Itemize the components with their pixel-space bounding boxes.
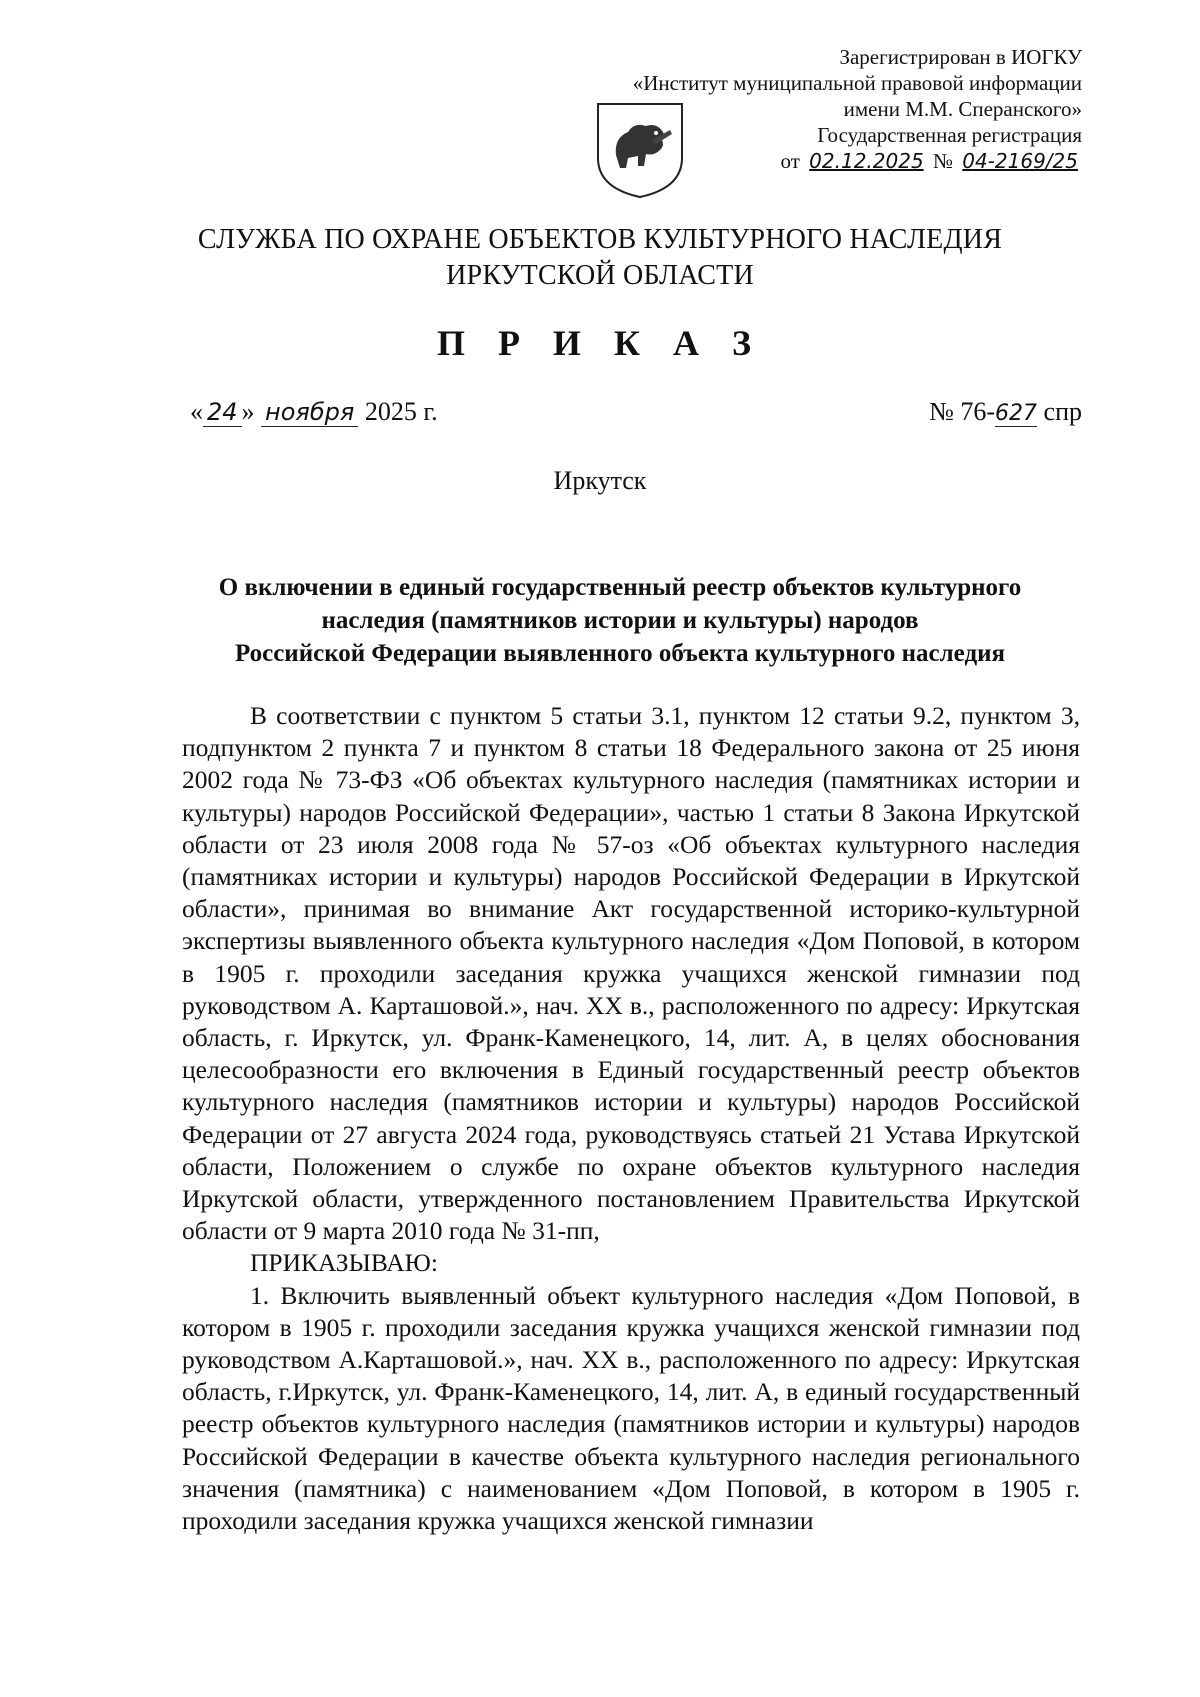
order-number-value: 627 <box>995 401 1038 426</box>
organization-line-1: СЛУЖБА ПО ОХРАНЕ ОБЪЕКТОВ КУЛЬТУРНОГО НАСЛЕДИЯ <box>197 224 1003 255</box>
registration-number-label: № <box>932 149 953 173</box>
organization-line-2: ИРКУТСКОЙ ОБЛАСТИ <box>446 260 754 291</box>
registration-line-3: имени М.М. Сперанского» <box>843 97 1082 121</box>
organization-name <box>0 222 1200 294</box>
heading-line-3: Российской Федерации выявленного объекта культурного наследия <box>234 640 1006 667</box>
date-day: 24 <box>203 398 242 427</box>
date-month: ноября <box>261 398 358 427</box>
heading-line-1: О включении в единый государственный реестр объектов культурного <box>218 574 1022 601</box>
order-number-prefix: № 76- <box>929 397 996 426</box>
order-number-suffix: спр <box>1043 397 1082 426</box>
preamble-paragraph: В соответствии с пунктом 5 статьи 3.1, пунктом 12 статьи 9.2, пунктом 3, подпунктом 2 пункта 7 и пунктом 8 статьи 18 Федерального закона от 25 июня 2002 года № 73-ФЗ «Об объектах культурного наследия (памятниках истории и культуры) народов Российской Федерации», частью 1 статьи 8 Закона Иркутской области от 23 июля 2008 года № 57-оз «Об объектах культурного наследия (памятниках истории и культуры) народов Российской Федерации в Иркутской области», принимая во внимание Акт государственной историко-культурной экспертизы выявленного объекта культурного наследия «Дом Поповой, в котором в 1905 г. проходили заседания кружка учащихся женской гимназии под руководством А. Карташовой.», нач. XX в., расположенного по адресу: Иркутская область, г. Иркутск, ул. Франк-Каменецкого, 14, лит. А, в целях обоснования целесообразности его включения в Единый государственный реестр объектов культурного наследия (памятников истории и культуры) народов Российской Федерации от 27 августа 2024 года, руководствуясь статьей 21 Устава Иркутской области, Положением о службе по охране объектов культурного наследия Иркутской области, утвержденного постановлением Правительства Иркутской области от 9 марта 2010 года № 31-пп, <box>182 701 1080 1246</box>
order-date <box>190 397 438 427</box>
date-close-quote: » <box>241 397 255 426</box>
order-item-1: 1. Включить выявленный объект культурного наследия «Дом Поповой, в котором в 1905 г. проходили заседания кружка учащихся женской гимназии под руководством А.Карташовой.», нач. XX в., расположенного по адресу: Иркутская область, г.Иркутск, ул. Франк-Каменецкого, 14, лит. А, в единый государственный реестр объектов культурного наследия (памятников истории и культуры) народов Российской Федерации в качестве объекта культурного наследия регионального значения (памятника) с наименованием «Дом Поповой, в котором в 1905 г. проходили заседания кружка учащихся женской гимназии <box>182 1280 1080 1536</box>
registration-line-1: Зарегистрирован в ИОГКУ <box>839 45 1082 69</box>
registration-line-2: «Институт муниципальной правовой информации <box>632 71 1082 95</box>
order-keyword: ПРИКАЗЫВАЮ: <box>250 1248 438 1278</box>
document-title: П Р И К А З <box>436 323 764 363</box>
date-year: 2025 г. <box>364 397 438 426</box>
city: Иркутск <box>553 466 647 495</box>
order-heading <box>160 571 1080 670</box>
order-number <box>929 397 1082 427</box>
registration-from-label: от <box>780 149 800 173</box>
heading-line-2: наследия (памятников истории и культуры) народов <box>321 607 919 634</box>
registration-number: 04-2169/25 <box>962 149 1078 173</box>
registration-line-4: Государственная регистрация <box>817 123 1082 147</box>
date-open-quote: « <box>190 397 203 426</box>
registration-date: 02.12.2025 <box>809 149 924 173</box>
irkutsk-coat-of-arms-icon <box>594 100 686 200</box>
order-body <box>182 700 1080 1537</box>
